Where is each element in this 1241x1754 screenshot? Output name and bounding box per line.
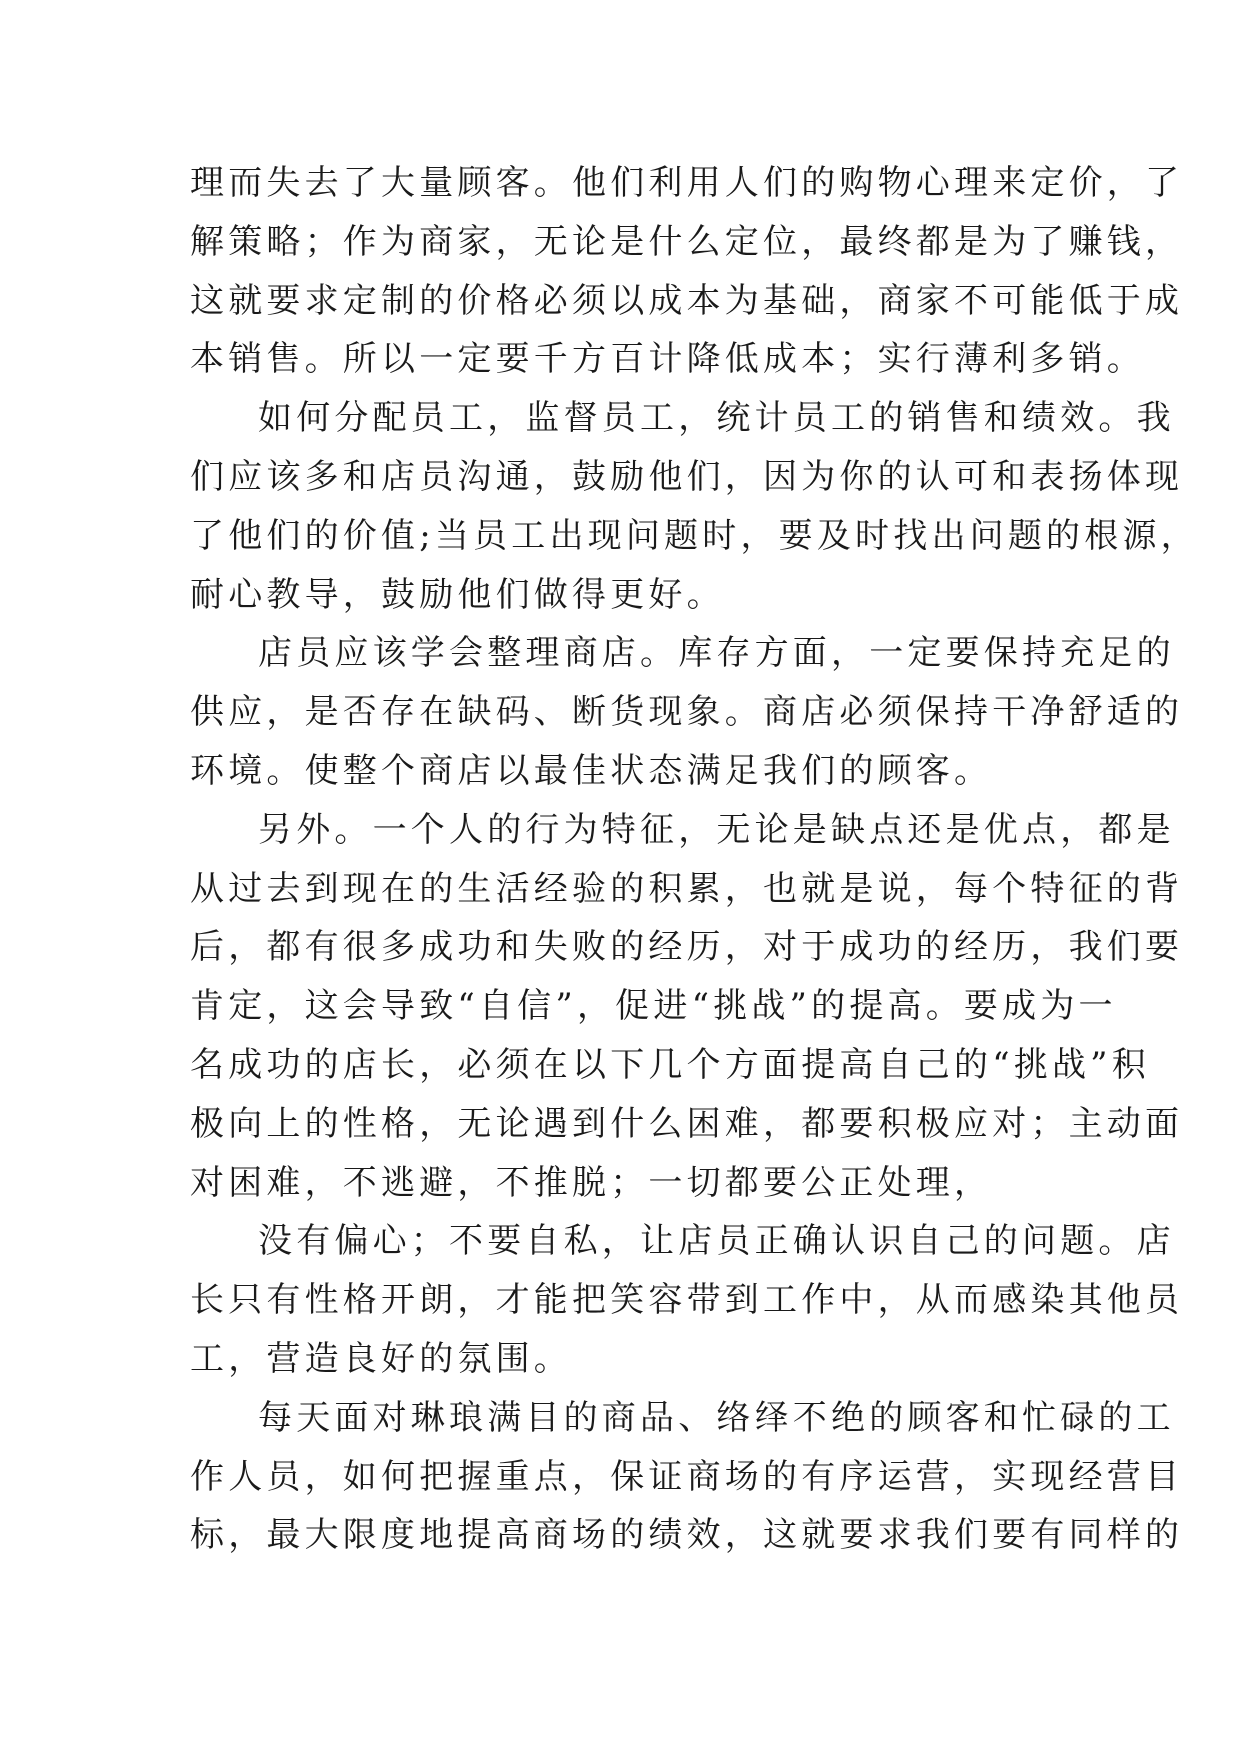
text-line: 后，都有很多成功和失败的经历，对于成功的经历，我们要: [190, 927, 1184, 968]
text-line: 长只有性格开朗，才能把笑容带到工作中，从而感染其他员: [190, 1280, 1184, 1321]
body-text: [190, 154, 1199, 1565]
text-line: 解策略；作为商家，无论是什么定位，最终都是为了赚钱，: [190, 221, 1184, 262]
paragraph-start-line: 没有偏心；不要自私，让店员正确认识自己的问题。店: [258, 1221, 1175, 1262]
text-line: 们应该多和店员沟通，鼓励他们，因为你的认可和表扬体现: [190, 456, 1184, 497]
text-line: 这就要求定制的价格必须以成本为基础，商家不可能低于成: [190, 280, 1184, 321]
paragraph-start-line: 另外。一个人的行为特征，无论是缺点还是优点，都是: [258, 809, 1175, 850]
text-line: 从过去到现在的生活经验的积累，也就是说，每个特征的背: [190, 868, 1184, 909]
text-line: 名成功的店长，必须在以下几个方面提高自己的“挑战”积: [190, 1044, 1150, 1085]
text-line: 供应，是否存在缺码、断货现象。商店必须保持干净舒适的: [190, 692, 1184, 733]
text-line: 了他们的价值;当员工出现问题时，要及时找出问题的根源，: [190, 515, 1199, 556]
text-line: 环境。使整个商店以最佳状态满足我们的顾客。: [190, 750, 993, 791]
text-line: 耐心教导，鼓励他们做得更好。: [190, 574, 725, 615]
text-line: 理而失去了大量顾客。他们利用人们的购物心理来定价，了: [190, 163, 1184, 203]
text-line: 本销售。所以一定要千方百计降低成本；实行薄利多销。: [190, 339, 1145, 380]
text-line: 极向上的性格，无论遇到什么困难，都要积极应对；主动面: [190, 1103, 1184, 1144]
text-line: 作人员，如何把握重点，保证商场的有序运营，实现经营目: [190, 1456, 1184, 1497]
text-line: 对困难，不逃避，不推脱；一切都要公正处理，: [190, 1162, 993, 1203]
text-line: 工，营造良好的氛围。: [190, 1338, 572, 1379]
text-line: 标，最大限度地提高商场的绩效，这就要求我们要有同样的: [190, 1515, 1184, 1556]
paragraph-start-line: 店员应该学会整理商店。库存方面，一定要保持充足的: [258, 633, 1175, 674]
text-line: 肯定，这会导致“自信”，促进“挑战”的提高。要成为一: [190, 986, 1117, 1027]
paragraph-start-line: 每天面对琳琅满目的商品、络绎不绝的顾客和忙碌的工: [258, 1397, 1175, 1438]
paragraph-start-line: 如何分配员工，监督员工，统计员工的销售和绩效。我: [258, 398, 1175, 439]
